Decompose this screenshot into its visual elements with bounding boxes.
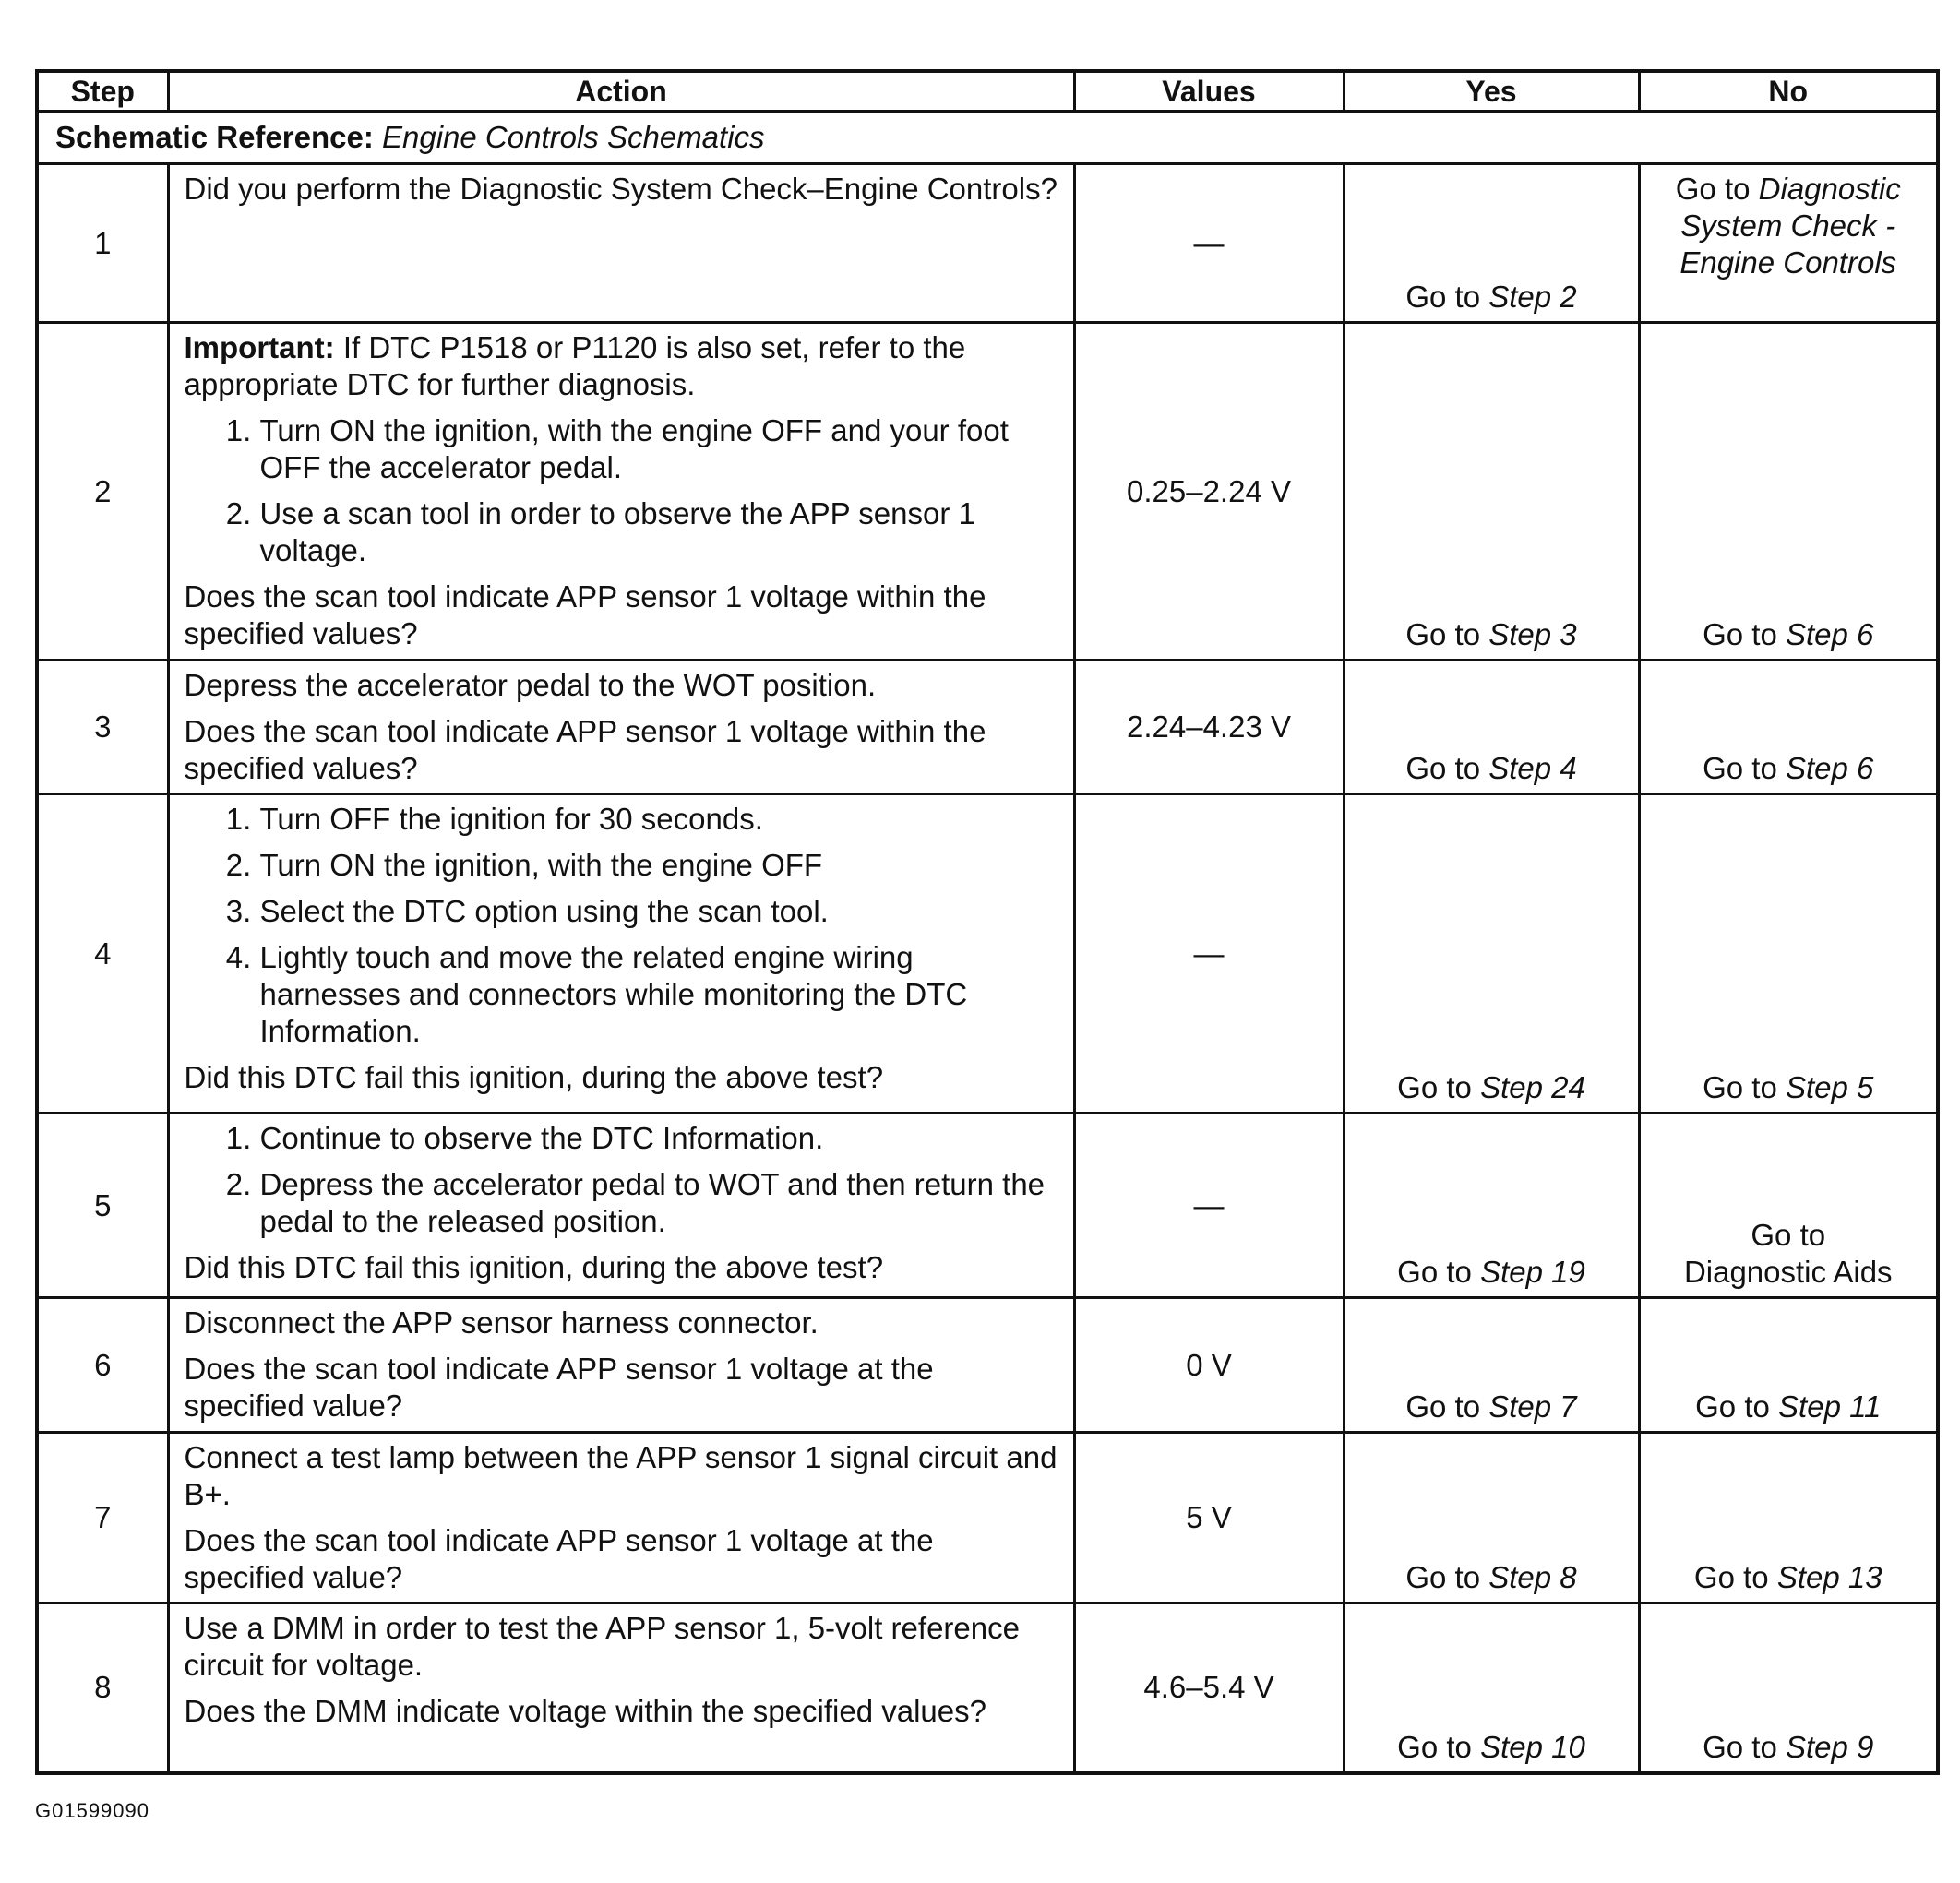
diagnostic-table-container: [35, 69, 1936, 1775]
schematic-reference: [37, 112, 1938, 164]
schematic-reference-row: [37, 112, 1938, 164]
goto-prefix: Go to: [1405, 280, 1481, 314]
step-number: 3: [37, 661, 168, 794]
goto-prefix: Go to: [1703, 751, 1777, 785]
table-row: [37, 661, 1938, 794]
step-number: 6: [37, 1298, 168, 1433]
action-question: Does the scan tool indicate APP sensor 1 voltage at the specified value?: [184, 1352, 934, 1423]
goto-link[interactable]: Step 3: [1488, 617, 1577, 651]
procedure-list: [185, 801, 1058, 1050]
action-cell: [168, 164, 1074, 323]
goto-link[interactable]: Step 6: [1785, 751, 1874, 785]
action-intro: Use a DMM in order to test the APP sensor 1, 5-volt reference circuit for voltage.: [184, 1611, 1020, 1682]
action-cell: [168, 1298, 1074, 1433]
action-question: Did this DTC fail this ignition, during the above test?: [184, 1250, 884, 1284]
goto-link[interactable]: Diagnostic Aids: [1683, 1255, 1893, 1289]
procedure-step: 1. Continue to observe the DTC Information.: [260, 1120, 1058, 1157]
goto-link[interactable]: Step 9: [1785, 1729, 1874, 1764]
goto-link[interactable]: Step 5: [1785, 1070, 1874, 1104]
goto-prefix: Go to: [1405, 617, 1481, 651]
value-cell: 2.24–4.23 V: [1074, 661, 1344, 794]
step-number: 7: [37, 1433, 168, 1603]
step-number: 4: [37, 794, 168, 1114]
table-row: [37, 1298, 1938, 1433]
action-question: Did this DTC fail this ignition, during the above test?: [184, 1060, 884, 1094]
procedure-list: [185, 1120, 1058, 1240]
goto-link[interactable]: Step 10: [1480, 1729, 1585, 1764]
goto-prefix: Go to: [1397, 1255, 1472, 1289]
table-row: [37, 1433, 1938, 1603]
header-row: [37, 71, 1938, 112]
no-cell: [1639, 164, 1938, 323]
goto-prefix: Go to: [1405, 1389, 1481, 1424]
table-row: [37, 323, 1938, 661]
goto-prefix: Go to: [1703, 1729, 1777, 1764]
goto-prefix: Go to: [1693, 1560, 1769, 1594]
no-cell: [1639, 1114, 1938, 1298]
action-cell: [168, 1433, 1074, 1603]
action-question: Does the scan tool indicate APP sensor 1 voltage within the specified values?: [184, 579, 986, 650]
goto-link[interactable]: Step 2: [1488, 280, 1577, 314]
figure-id: G01599090: [35, 1799, 149, 1822]
goto-link[interactable]: Step 11: [1778, 1389, 1882, 1424]
header-step: Step: [37, 71, 168, 112]
value-cell: —: [1074, 794, 1344, 1114]
action-question: Does the scan tool indicate APP sensor 1 voltage at the specified value?: [184, 1523, 934, 1594]
action-cell: [168, 1603, 1074, 1773]
action-intro: Connect a test lamp between the APP sensor 1 signal circuit and B+.: [184, 1440, 1058, 1511]
action-cell: [168, 794, 1074, 1114]
value-cell: 0.25–2.24 V: [1074, 323, 1344, 661]
procedure-step: 1. Turn ON the ignition, with the engine OFF and your foot OFF the accelerator pedal.: [260, 412, 1058, 486]
value-cell: —: [1074, 1114, 1344, 1298]
goto-link[interactable]: Diagnostic System Check - Engine Controls: [1679, 172, 1901, 280]
goto-link[interactable]: Step 8: [1488, 1560, 1577, 1594]
step-number: 2: [37, 323, 168, 661]
schematic-reference-label: Schematic Reference:: [55, 120, 374, 154]
goto-prefix: Go to: [1751, 1218, 1826, 1252]
yes-cell: [1344, 323, 1639, 661]
header-yes: Yes: [1344, 71, 1639, 112]
procedure-step: 4. Lightly touch and move the related engine wiring harnesses and connectors while monitoring the DTC Information.: [260, 939, 1058, 1050]
no-cell: [1639, 1603, 1938, 1773]
schematic-reference-value: Engine Controls Schematics: [382, 120, 765, 154]
no-cell: [1639, 323, 1938, 661]
yes-cell: [1344, 1433, 1639, 1603]
action-question: Does the DMM indicate voltage within the specified values?: [184, 1694, 986, 1728]
no-cell: [1639, 661, 1938, 794]
header-action: Action: [168, 71, 1074, 112]
procedure-step: 1. Turn OFF the ignition for 30 seconds.: [260, 801, 1058, 838]
table-row: [37, 794, 1938, 1114]
procedure-step: 2. Turn ON the ignition, with the engine OFF: [260, 847, 1058, 884]
procedure-list: [185, 412, 1058, 569]
procedure-step: 2. Depress the accelerator pedal to WOT and then return the pedal to the released position.: [260, 1166, 1058, 1240]
goto-link[interactable]: Step 13: [1776, 1560, 1882, 1594]
header-no: No: [1639, 71, 1938, 112]
no-cell: [1639, 1298, 1938, 1433]
goto-prefix: Go to: [1405, 751, 1481, 785]
no-cell: [1639, 794, 1938, 1114]
procedure-step: 2. Use a scan tool in order to observe the APP sensor 1 voltage.: [260, 495, 1058, 569]
yes-cell: [1344, 1114, 1639, 1298]
yes-cell: [1344, 661, 1639, 794]
goto-link[interactable]: Step 24: [1480, 1070, 1585, 1104]
goto-prefix: Go to: [1397, 1729, 1472, 1764]
action-cell: [168, 661, 1074, 794]
goto-prefix: Go to: [1405, 1560, 1481, 1594]
table-row: [37, 164, 1938, 323]
goto-prefix: Go to: [1695, 1389, 1770, 1424]
diagnostic-table: [35, 69, 1940, 1775]
step-number: 8: [37, 1603, 168, 1773]
action-intro: Disconnect the APP sensor harness connector.: [184, 1305, 819, 1340]
action-cell: [168, 1114, 1074, 1298]
goto-link[interactable]: Step 6: [1785, 617, 1874, 651]
goto-link[interactable]: Step 19: [1480, 1255, 1585, 1289]
goto-link[interactable]: Step 4: [1488, 751, 1577, 785]
goto-prefix: Go to: [1397, 1070, 1472, 1104]
procedure-step: 3. Select the DTC option using the scan tool.: [260, 893, 1058, 930]
goto-link[interactable]: Step 7: [1488, 1389, 1577, 1424]
step-number: 1: [37, 164, 168, 323]
goto-prefix: Go to: [1703, 617, 1777, 651]
yes-cell: [1344, 164, 1639, 323]
value-cell: 4.6–5.4 V: [1074, 1603, 1344, 1773]
no-cell: [1639, 1433, 1938, 1603]
action-question: Does the scan tool indicate APP sensor 1 voltage within the specified values?: [184, 714, 986, 785]
header-values: Values: [1074, 71, 1344, 112]
action-intro: Depress the accelerator pedal to the WOT position.: [184, 668, 877, 702]
value-cell: 5 V: [1074, 1433, 1344, 1603]
table-row: [37, 1114, 1938, 1298]
important-text: If DTC P1518 or P1120 is also set, refer to the appropriate DTC for further diagnosis.: [184, 330, 966, 401]
yes-cell: [1344, 1603, 1639, 1773]
table-row: [37, 1603, 1938, 1773]
yes-cell: [1344, 794, 1639, 1114]
goto-prefix: Go to: [1703, 1070, 1777, 1104]
goto-prefix: Go to: [1675, 172, 1751, 206]
action-question: Did you perform the Diagnostic System Check–Engine Controls?: [184, 172, 1058, 206]
step-number: 5: [37, 1114, 168, 1298]
value-cell: 0 V: [1074, 1298, 1344, 1433]
important-note: [185, 329, 1058, 403]
action-cell: [168, 323, 1074, 661]
yes-cell: [1344, 1298, 1639, 1433]
important-label: Important:: [184, 330, 335, 364]
value-cell: —: [1074, 164, 1344, 323]
